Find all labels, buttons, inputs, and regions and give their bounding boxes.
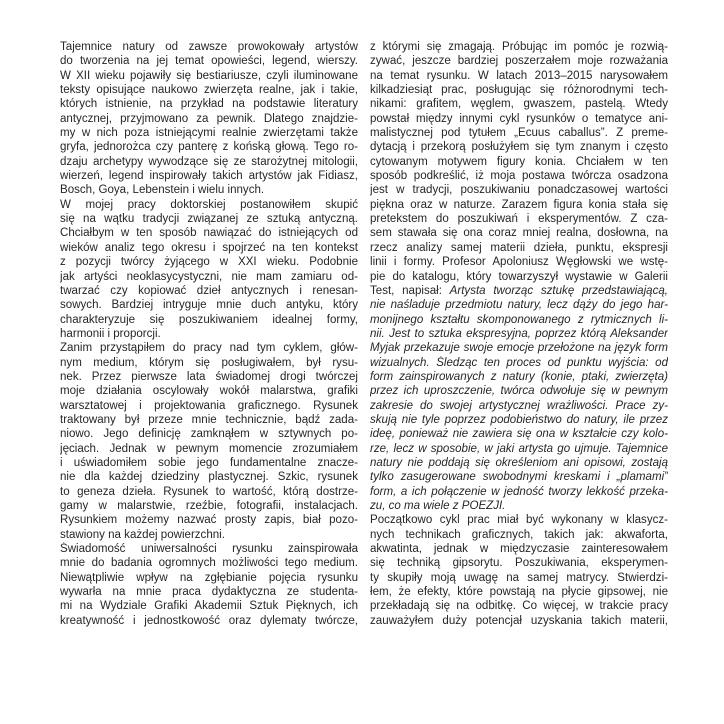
text-line: zywać, jeszcze bardziej poszerzałem moje rozważania <box>370 55 668 68</box>
text-line: nych technikach graficznych, takich jak: akwaforta, <box>370 528 668 541</box>
text-line: natury nie poddają się określeniom ani opisowi, zostają <box>370 456 668 469</box>
text-line: Myjak przekazuje swoje emocje przełożone na język form <box>370 342 668 355</box>
text-line: mnie do badania ogromnych możliwości tego medium. <box>60 557 358 570</box>
text-line: W mojej pracy doktorskiej postanowiłem skupić <box>60 198 358 211</box>
text-line: się techniką gipsorytu. Poszukiwania, eksperymen- <box>370 557 668 570</box>
text-line: i uświadomiłem sobie jego fundamentalne znacze- <box>60 456 358 469</box>
text-line: łem, że efekty, które powstają na płycie gipsowej, nie <box>370 586 668 599</box>
text-line: ty skupiły moją uwagę na samej matrycy. Stwierdzi- <box>370 571 668 584</box>
quote-text: Artysta tworząc sztukę przedstawiającą, <box>449 284 668 297</box>
text-line: teksty opisujące naukowo zwierzęta realne, jak i takie, <box>60 84 358 97</box>
text-line: do tworzenia na jej temat opowieści, legend, wierszy. <box>60 55 358 68</box>
text-line: zauważyłem duży potencjał uzyskania takich materii, <box>370 614 668 627</box>
text-line: gamy w malarstwie, rzeźbie, fotografii, instalacjach. <box>60 500 358 512</box>
text-line: nie dla każdej dziedziny plastycznej. Szkic, rysunek <box>60 471 358 484</box>
text-line: ideę, ponieważ nie zawiera się ona w kształcie czy kolo- <box>370 428 668 441</box>
text-line: przez ich uproszczenie, twórca odwołuje się w pewnym <box>370 385 668 398</box>
text-line: nikami: grafitem, węglem, gwaszem, pastelą. Wtedy <box>370 98 668 111</box>
paragraph-quote-start <box>370 284 668 298</box>
text-line: powstał między innymi cykl rysunków o tematyce ani- <box>370 112 668 125</box>
text-line: Świadomość uniwersalności rysunku zainspirowała <box>60 543 358 556</box>
quote-lead: Test, napisał: <box>370 284 450 297</box>
text-line: zakresie do swojej artystycznej wrażliwości. Prace zy- <box>370 399 668 412</box>
text-line: piękna oraz w naturze. Zarazem figura konia stała się <box>370 198 668 211</box>
text-line: jęciach. Jednak w pewnym momencie zrozumiałem <box>60 442 358 455</box>
text-line: twarzać czy kopiować dzieł antycznych i renesan- <box>60 284 358 297</box>
text-line: z pozycji twórcy żyjącego w XXI wieku. Podobnie <box>60 256 358 269</box>
left-column <box>60 40 358 628</box>
text-line: nek. Przez pierwsze lata świadomej drogi twórczej <box>60 370 358 383</box>
text-line: antycznej, przyjmowano za pewnik. Dlatego znajdzie- <box>60 112 358 125</box>
text-line: wierzeń, legend inspirowały takich artystów jak Fidiasz, <box>60 170 358 183</box>
text-line: gryfa, jednorożca czy panterę z końską głową. Tego ro- <box>60 141 358 154</box>
text-line: Początkowo cykl prac miał być wykonany w klasycz- <box>370 514 668 527</box>
paragraph <box>370 40 668 284</box>
text-line: nii. Jest to sztuka ekspresyjna, poprzez którą Aleksander <box>370 327 668 340</box>
text-line: niowo. Jego definicję zamknąłem w sztywnych po- <box>60 428 358 441</box>
text-line: to geneza dzieła. Rysunek to wartość, którą dostrze- <box>60 485 358 498</box>
text-line: moje działania oscylowały wokół malarstwa, grafiki <box>60 385 358 398</box>
text-line: Rysunkiem możemy nazwać prosty zapis, biał pozo- <box>60 514 358 527</box>
text-line: wizualnych. Śledząc ten proces od punktu wyjścia: od <box>370 356 668 369</box>
text-line: harmonii i proporcji. <box>60 327 161 340</box>
text-line: malistycznej pod tytułem „Ecuus caballus”. Z preme- <box>370 127 668 140</box>
paragraph <box>60 341 358 542</box>
text-line: W XII wieku pojawiły się bestiariusze, czyli iluminowane <box>60 69 358 82</box>
paragraph <box>60 198 358 341</box>
text-line: Niewątpliwie wpływ na zgłębianie pojęcia rysunku <box>60 571 358 584</box>
text-line: kilkadziesiąt prac, posługując się różnorodnymi tech- <box>370 84 668 97</box>
text-line: dzaju archetypy wywodzące się ze starożytnej mitologii, <box>60 155 358 168</box>
text-line: form, a ich połączenie w jedność tworzy lekkość przeka- <box>370 485 668 498</box>
quote-paragraph <box>370 298 668 513</box>
text-line: form zainspirowanych z natury (konie, ptaki, zwierzęta) <box>370 370 668 383</box>
text-line: przekładają się na odbitkę. Co więcej, w trakcie pracy <box>370 600 668 613</box>
text-line: Chciałbym w ten sposób nawiązać do istniejących od <box>60 227 358 240</box>
text-line: sowych. Bardziej intryguje mnie duch antyku, który <box>60 299 358 312</box>
text-line: się na wątku tradycji związanej ze sztuką antyczną. <box>60 213 358 226</box>
text-line: mi na Wydziale Grafiki Akademii Sztuk Pięknych, ich <box>60 600 358 613</box>
text-line: my w nich poza istniejącymi realnie zwierzętami także <box>60 127 358 140</box>
text-line: charakteryzuje się poszukiwaniem idealnej formy, <box>60 313 358 326</box>
text-line: Tajemnice natury od zawsze prowokowały artystów <box>60 41 358 53</box>
text-line: monijnego kształtu skomponowanego z rytmicznych li- <box>370 313 668 326</box>
text-line: sposób podkreślić, iż moja postawa twórcza osadzona <box>370 170 668 183</box>
text-line: których istnienie, na przykład na podstawie literatury <box>60 98 358 111</box>
text-line: z którymi się zmagają. Próbując im pomóc je rozwią- <box>370 41 668 53</box>
text-line: dytacją i przekorą posłużyłem się tym znanym i często <box>370 141 668 154</box>
text-line: linii i formy. Profesor Apoloniusz Węgłowski we wstę- <box>370 256 668 269</box>
paragraph <box>60 542 358 628</box>
text-line: sem stawała się ona coraz mniej realna, dosłowna, na <box>370 227 668 240</box>
text-line: nym medium, którym się posługiwałem, był rysu- <box>60 356 358 369</box>
text-line: Bosch, Goya, Lebenstein i wielu innych. <box>60 184 265 197</box>
text-line: jak artyści neoklasycystyczni, nie mam zamiaru od- <box>60 270 358 283</box>
right-column <box>370 40 668 628</box>
text-line: rzecz analizy samej materii dzieła, punktu, ekspresji <box>370 241 668 254</box>
text-line: tylko zasugerowane swobodnymi kreskami i „plamami” <box>370 471 668 484</box>
text-line: wieków analiz tego okresu i spojrzeć na ten kontekst <box>60 241 358 254</box>
text-line: skują nie tyle poprzez podobieństwo do natury, ile przez <box>370 413 668 426</box>
text-line: wywarła na mnie praca dydaktyczna ze studenta- <box>60 586 358 599</box>
text-line: stawiony na każdej powierzchni. <box>60 528 225 541</box>
text-line: akwatinta, jednak w międzyczasie zainteresowałem <box>370 543 668 556</box>
text-line: traktowany był przeze mnie technicznie, bądź zada- <box>60 413 358 426</box>
text-line <box>370 284 668 298</box>
text-line: jest w tradycji, poszukiwaniu ponadczasowej wartości <box>370 184 668 197</box>
paragraph <box>370 513 668 628</box>
text-line: rze, lecz w sposobie, w jaki artysta go ujmuje. Tajemnice <box>370 442 668 455</box>
text-line: pie do katalogu, który towarzyszył wystawie w Galerii <box>370 270 668 283</box>
text-line: nie naśladuje przedmiotu natury, lecz dąży do jego har- <box>370 299 668 312</box>
text-line: Zanim przystąpiłem do pracy nad tym cyklem, głów- <box>60 342 358 355</box>
text-line: zu, co ma wiele z POEZJI. <box>370 500 506 512</box>
text-line: warsztatowej i projektowania graficznego. Rysunek <box>60 399 358 412</box>
text-line: cytowanym motywem figury konia. Chciałem w ten <box>370 155 668 168</box>
text-line: na temat rysunku. W latach 2013–2015 narysowałem <box>370 69 668 82</box>
text-line: pretekstem do poszukiwań i eksperymentów. Z cza- <box>370 213 668 226</box>
text-line: kreatywność i jednostkowość oraz dylematy twórcze, <box>60 614 358 627</box>
paragraph <box>60 40 358 198</box>
